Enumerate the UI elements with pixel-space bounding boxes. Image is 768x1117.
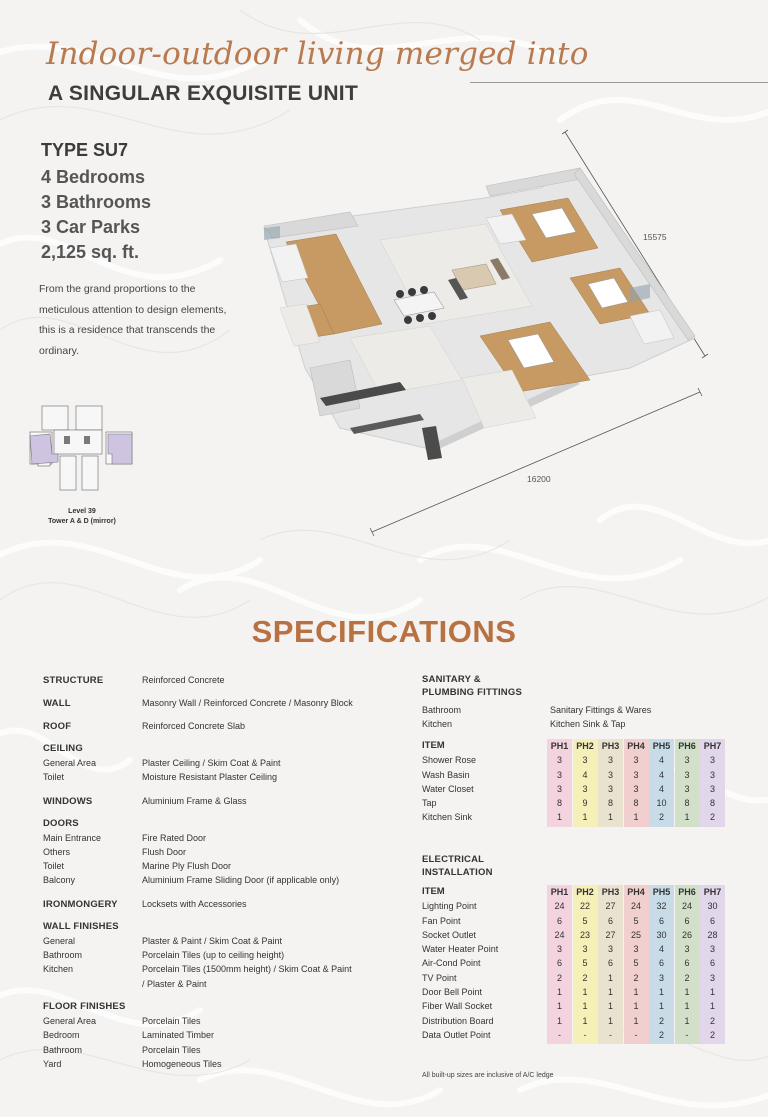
spec-list-right [422,673,752,1040]
table-cell: 3 [633,783,639,794]
table-cell: 1 [582,1001,588,1012]
spec-row-key: General [43,935,76,946]
table-cell: 1 [582,1015,588,1026]
footnote: All built-up sizes are inclusive of A/C ledge [422,1072,554,1079]
row-label: Wash Basin [422,769,470,780]
table-cell: 1 [684,812,690,823]
spec-row-value: Porcelain Tiles [142,1015,201,1026]
row-label: Air-Cond Point [422,958,481,969]
spec-value: Locksets with Accessories [142,898,247,909]
electrical-heading-line1: ELECTRICAL [422,854,485,865]
table-cell: 3 [633,755,639,766]
table-cell: 8 [633,798,639,809]
table-row [422,782,727,796]
sanitary-heading-line2: PLUMBING FITTINGS [422,687,522,698]
table-cell: 24 [681,901,692,912]
spec-row [43,1043,383,1057]
item-column-header: ITEM [422,740,445,751]
table-cell: 1 [556,1001,562,1012]
dimension-width-label: 16200 [527,474,551,484]
table-cell: 6 [709,915,715,926]
table-cell: 3 [684,755,690,766]
table-cell: 23 [579,929,590,940]
table-cell: 1 [684,1001,690,1012]
table-cell: 28 [707,929,718,940]
script-title: Indoor-outdoor living merged into [46,36,589,72]
table-cell: 1 [556,1015,562,1026]
table-cell: 1 [709,1001,715,1012]
table-cell: 3 [633,944,639,955]
table-cell: 32 [656,901,667,912]
row-label: Fan Point [422,915,461,926]
table-cell: 3 [556,783,562,794]
row-label: Fiber Wall Socket [422,1001,493,1012]
table-cell: 3 [556,755,562,766]
spec-row [43,977,383,991]
table-cell: 3 [582,783,588,794]
row-label: Distribution Board [422,1015,494,1026]
spec-heading: FLOOR FINISHES [43,1000,126,1012]
spec-row-key: Balcony [43,875,76,886]
spec-value: Reinforced Concrete [142,675,225,685]
spec-doors [43,817,383,888]
spec-row-value: Marine Ply Flush Door [142,861,232,872]
column-header-ph6: PH6 [678,887,696,897]
spec-list-left [43,673,383,1071]
table-cell: 1 [633,1015,639,1026]
table-row [422,1014,727,1028]
table-cell: 6 [607,915,613,926]
table-cell: 2 [658,812,664,823]
table-cell: - [583,1029,587,1040]
column-header-ph3: PH3 [601,741,620,751]
spec-row-value: Aluminium Frame Sliding Door (if applicable only) [142,875,340,886]
table-cell: 25 [630,929,641,940]
spec-row-key: Bedroom [43,1030,80,1041]
spec-row-value: Porcelain Tiles (up to ceiling height) [142,950,285,961]
spec-row-key: Toilet [43,772,65,783]
table-cell: 8 [607,798,613,809]
sanitary-row-value: Kitchen Sink & Tap [550,719,626,729]
table-cell: 3 [582,755,588,766]
table-row [422,1028,727,1042]
table-cell: 2 [658,1015,664,1026]
column-header-ph4: PH4 [627,887,645,897]
spec-row-value: Porcelain Tiles (1500mm height) / Skim Coat & Paint [142,964,352,975]
table-cell: 3 [607,769,613,780]
spec-heading: IRONMONGERY [43,898,118,910]
table-cell: 3 [709,755,715,766]
spec-row-key: General Area [43,758,97,768]
table-cell: 6 [556,915,562,926]
table-row [422,942,727,956]
spec-ironmongery [43,897,383,911]
electrical-installation-table [422,885,727,1042]
table-cell: 3 [607,944,613,955]
sanitary-row [422,703,752,717]
table-cell: 30 [707,901,718,912]
table-row [422,928,727,942]
column-header-ph2: PH2 [576,741,594,751]
main-title: A SINGULAR EXQUISITE UNIT [48,82,359,105]
key-plan-caption [22,507,142,527]
row-label: Door Bell Point [422,987,483,998]
table-cell: 27 [605,929,616,940]
table-cell: 1 [684,1015,690,1026]
table-cell: 3 [633,769,639,780]
spec-row [43,873,383,887]
spec-row-key: General Area [43,1015,97,1026]
key-plan-level: Level 39 [68,508,96,515]
table-cell: 24 [554,901,565,912]
spec-row [43,1014,383,1028]
spec-ceiling [43,742,383,785]
spec-value: Reinforced Concrete Slab [142,721,246,731]
sanitary-row-value: Sanitary Fittings & Wares [550,705,652,715]
row-label: Water Closet [422,783,474,794]
table-cell: 3 [709,783,715,794]
table-header-row [422,885,727,899]
spec-row-value: / Plaster & Paint [142,978,207,989]
spec-value: Masonry Wall / Reinforced Concrete / Masonry Block [142,698,353,708]
unit-area: 2,125 sq. ft. [41,242,140,262]
key-plan-diagram [24,402,139,502]
table-cell: 24 [630,901,641,912]
table-cell: 1 [633,987,639,998]
table-row [422,768,727,782]
spec-value: Aluminium Frame & Glass [142,795,247,806]
row-label: Data Outlet Point [422,1029,491,1040]
table-cell: 3 [684,783,690,794]
table-cell: 22 [579,901,590,912]
table-cell: 3 [709,944,715,955]
table-cell: 4 [658,783,664,794]
row-label: Tap [422,798,437,809]
electrical-heading-line2: INSTALLATION [422,867,493,878]
table-cell: 1 [684,987,690,998]
table-cell: 1 [607,1001,613,1012]
unit-bathrooms: 3 Bathrooms [41,192,152,212]
spec-row [43,831,383,845]
table-cell: 8 [709,798,715,809]
table-cell: 3 [556,769,562,780]
spec-row-key: Main Entrance [43,832,102,843]
table-cell: 3 [607,783,613,794]
table-cell: - [685,1029,689,1040]
table-cell: 5 [582,915,588,926]
unit-bedrooms: 4 Bedrooms [41,167,146,187]
spec-row-value: Flush Door [142,846,187,857]
spec-row [43,948,383,962]
unit-summary [41,140,151,265]
table-row [422,796,727,810]
spec-structure [43,673,383,687]
table-cell: 1 [556,987,562,998]
spec-row-key: Yard [43,1058,62,1069]
table-cell: 8 [556,798,562,809]
spec-row-value: Plaster & Paint / Skim Coat & Paint [142,935,283,946]
unit-car-parks: 3 Car Parks [41,217,141,237]
row-label: TV Point [422,972,457,983]
column-header-ph6: PH6 [678,741,696,751]
table-cell: 1 [633,812,639,823]
table-cell: 3 [684,769,690,780]
table-row [422,899,727,913]
table-cell: 1 [607,812,613,823]
table-cell: 5 [582,958,588,969]
spec-row [43,1028,383,1042]
dimension-depth-label: 15575 [643,232,667,242]
table-cell: 30 [656,929,667,940]
table-cell: - [558,1029,561,1040]
column-header-ph4: PH4 [627,741,645,751]
table-cell: 4 [658,944,664,955]
table-row [422,810,727,824]
table-cell: 26 [681,929,692,940]
sanitary-row-key: Bathroom [422,705,462,715]
column-header-ph1: PH1 [550,887,569,897]
table-cell: 4 [582,769,588,780]
table-cell: 2 [582,972,588,983]
spec-row-value: Moisture Resistant Plaster Ceiling [142,772,278,783]
column-header-ph1: PH1 [550,741,569,751]
table-cell: 3 [607,755,613,766]
spec-row [43,756,383,770]
table-cell: 2 [633,972,639,983]
table-cell: 1 [582,987,588,998]
spec-row-key: Bathroom [43,1044,83,1055]
table-cell: 2 [556,972,562,983]
floorplan-3d-render [250,128,720,548]
row-label: Water Heater Point [422,944,499,955]
column-header-ph7: PH7 [703,741,722,751]
table-cell: 6 [658,915,664,926]
item-column-header: ITEM [422,886,445,897]
row-label: Shower Rose [422,755,477,766]
table-cell: 10 [656,798,667,809]
key-plan-tower: Tower A & D (mirror) [48,518,116,525]
spec-row-value: Porcelain Tiles [142,1044,201,1055]
spec-row-value: Fire Rated Door [142,832,207,843]
table-cell: 6 [556,958,562,969]
unit-description: From the grand proportions to the meticulous attention to design elements, this is a residence that transcends the ordinary. [39,283,227,357]
spec-heading: STRUCTURE [43,675,104,686]
unit-type: TYPE SU7 [41,140,129,160]
table-cell: - [634,1029,638,1040]
spec-heading: CEILING [43,743,83,754]
specifications-title: SPECIFICATIONS [251,614,517,649]
spec-row-key: Bathroom [43,950,83,961]
table-row [422,999,727,1013]
table-cell: 2 [684,972,690,983]
column-header-ph3: PH3 [601,887,620,897]
table-row [422,985,727,999]
table-header-row [422,739,727,753]
sanitary-heading-line1: SANITARY & [422,674,481,685]
table-cell: 5 [633,958,639,969]
table-cell: 3 [658,972,664,983]
table-cell: 27 [605,901,616,912]
table-cell: 6 [684,915,690,926]
spec-row-value: Laminated Timber [142,1030,215,1041]
spec-floor-finishes [43,1000,383,1071]
table-cell: 3 [582,944,588,955]
column-header-ph5: PH5 [652,887,671,897]
spec-heading: DOORS [43,817,79,829]
spec-row [43,770,383,784]
spec-wall [43,696,383,710]
spec-row-key: Others [43,846,71,857]
table-row [422,971,727,985]
spec-row [43,859,383,873]
sanitary-row-key: Kitchen [422,719,453,729]
table-cell: 6 [709,958,715,969]
table-cell: 1 [709,987,715,998]
table-cell: 2 [709,812,715,823]
spec-row-key: Kitchen [43,964,74,975]
table-cell: 8 [684,798,690,809]
spec-heading: WALL [43,698,71,709]
spec-row [43,962,383,976]
title-divider [470,82,768,83]
spec-row-value: Homogeneous Tiles [142,1058,222,1069]
table-cell: 6 [607,958,613,969]
table-row [422,956,727,970]
spec-row-value: Plaster Ceiling / Skim Coat & Paint [142,758,281,768]
table-cell: 5 [633,915,639,926]
spec-row [43,934,383,948]
spec-heading: WALL FINISHES [43,920,119,932]
spec-heading: ROOF [43,721,72,732]
spec-roof [43,719,383,733]
sanitary-fittings-table [422,739,727,825]
spec-heading: WINDOWS [43,795,93,807]
column-header-ph5: PH5 [652,741,671,751]
table-cell: 6 [658,958,664,969]
sanitary-row [422,717,752,731]
table-row [422,914,727,928]
table-cell: 1 [607,972,613,983]
spec-windows [43,794,383,808]
table-cell: 2 [709,1029,715,1040]
table-cell: 3 [709,972,715,983]
spec-row [43,1057,383,1071]
table-cell: 6 [684,958,690,969]
row-label: Lighting Point [422,901,477,912]
table-cell: 4 [658,769,664,780]
spec-wall-finishes [43,920,383,991]
table-cell: 2 [709,1015,715,1026]
row-label: Kitchen Sink [422,812,473,823]
column-header-ph2: PH2 [576,887,594,897]
spec-row [43,845,383,859]
table-cell: - [609,1029,612,1040]
spec-row-key: Toilet [43,861,65,872]
table-cell: 3 [556,944,562,955]
column-header-ph7: PH7 [703,887,722,897]
table-cell: 1 [658,987,664,998]
table-cell: 24 [554,929,565,940]
table-cell: 1 [582,812,588,823]
table-cell: 3 [684,944,690,955]
table-cell: 4 [658,755,664,766]
table-row [422,753,727,767]
table-cell: 1 [556,812,562,823]
table-cell: 1 [633,1001,639,1012]
row-label: Socket Outlet [422,929,477,940]
table-cell: 9 [582,798,588,809]
table-cell: 1 [607,987,613,998]
table-cell: 1 [607,1015,613,1026]
table-cell: 3 [709,769,715,780]
table-cell: 2 [658,1029,664,1040]
table-cell: 1 [658,1001,664,1012]
